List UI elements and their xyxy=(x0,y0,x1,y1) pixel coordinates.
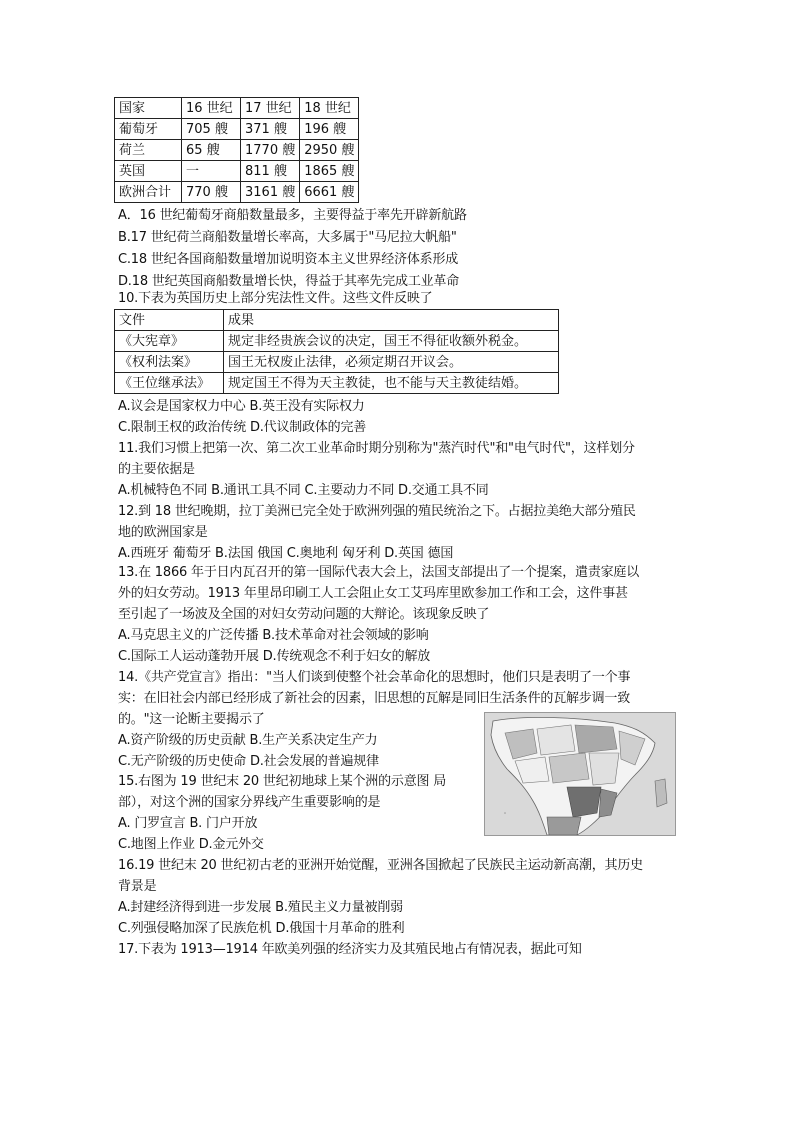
text-line: A.马克思主义的广泛传播 B.技术革命对社会领域的影响 xyxy=(118,628,429,643)
table-header-cell: 16 世纪 xyxy=(182,98,241,119)
text-line: C.国际工人运动蓬勃开展 D.传统观念不利于妇女的解放 xyxy=(118,649,431,664)
table-cell: 811 艘 xyxy=(241,161,300,182)
table-cell: 65 艘 xyxy=(182,140,241,161)
text-line: 12.到 18 世纪晚期，拉丁美洲已完全处于欧洲列强的殖民统治之下。占据拉美绝大部分殖民 xyxy=(118,504,636,519)
table-cell: 规定非经贵族会议的决定，国王不得征收额外税金。 xyxy=(224,331,559,352)
table-cell: 《权利法案》 xyxy=(115,352,224,373)
text-line: A. 门罗宣言 B. 门户开放 xyxy=(118,816,258,831)
text-line: 地的欧洲国家是 xyxy=(118,525,208,540)
table-cell: 770 艘 xyxy=(182,182,241,203)
table-header-row xyxy=(115,310,559,331)
q9-option-a: A．16 世纪葡萄牙商船数量最多，主要得益于率先开辟新航路 xyxy=(118,208,467,223)
table-header-cell: 国家 xyxy=(115,98,182,119)
table-row xyxy=(115,161,359,182)
table-row xyxy=(115,119,359,140)
text-line: A.封建经济得到进一步发展 B.殖民主义力量被削弱 xyxy=(118,900,403,915)
text-line: 13.在 1866 年于日内瓦召开的第一国际代表大会上，法国支部提出了一个提案，遣责家庭以 xyxy=(118,565,640,580)
table-cell: 6661 艘 xyxy=(300,182,359,203)
table-cell: 国王无权废止法律，必须定期召开议会。 xyxy=(224,352,559,373)
table-header-cell: 成果 xyxy=(224,310,559,331)
table-cell: 《王位继承法》 xyxy=(115,373,224,394)
table-header-cell: 文件 xyxy=(115,310,224,331)
table-header-cell: 18 世纪 xyxy=(300,98,359,119)
table-cell: 一 xyxy=(182,161,241,182)
table-cell: 荷兰 xyxy=(115,140,182,161)
text-line: 背景是 xyxy=(118,879,157,894)
text-line: C.列强侵略加深了民族危机 D.俄国十月革命的胜利 xyxy=(118,921,405,936)
table-cell: 196 艘 xyxy=(300,119,359,140)
table-row xyxy=(115,140,359,161)
text-line: C.限制王权的政治传统 D.代议制政体的完善 xyxy=(118,420,367,435)
text-line: A.资产阶级的历史贡献 B.生产关系决定生产力 xyxy=(118,733,378,748)
text-line: 部），对这个洲的国家分界线产生重要影响的是 xyxy=(118,795,381,810)
africa-colonial-map xyxy=(484,712,676,836)
q9-option-b: B.17 世纪荷兰商船数量增长率高，大多属于"马尼拉大帆船" xyxy=(118,230,457,245)
table-cell: 3161 艘 xyxy=(241,182,300,203)
table-row xyxy=(115,182,359,203)
table-row xyxy=(115,352,559,373)
text-line: 至引起了一场波及全国的对妇女劳动问题的大辩论。该现象反映了 xyxy=(118,607,490,622)
q9-option-c: C.18 世纪各国商船数量增加说明资本主义世界经济体系形成 xyxy=(118,252,459,267)
table-header-cell: 17 世纪 xyxy=(241,98,300,119)
text-line: 实：在旧社会内部已经形成了新社会的因素，旧思想的瓦解是同旧生活条件的瓦解步调一致 xyxy=(118,691,631,706)
table-cell: 2950 艘 xyxy=(300,140,359,161)
table-cell: 1865 艘 xyxy=(300,161,359,182)
text-line: 的。"这一论断主要揭示了 xyxy=(118,712,265,727)
text-line: A.机械特色不同 B.通讯工具不同 C.主要动力不同 D.交通工具不同 xyxy=(118,483,489,498)
africa-map-image xyxy=(485,713,675,835)
table-cell: 葡萄牙 xyxy=(115,119,182,140)
table-cell: 1770 艘 xyxy=(241,140,300,161)
table-cell: 371 艘 xyxy=(241,119,300,140)
text-line: 外的妇女劳动。1913 年里昂印刷工人工会阻止女工艾玛库里欧参加工作和工会，这件事甚 xyxy=(118,586,628,601)
text-line: C.地图上作业 D.金元外交 xyxy=(118,837,264,852)
text-line: 17.下表为 1913—1914 年欧美列强的经济实力及其殖民地占有情况表，据此可知 xyxy=(118,942,582,957)
table-header-row xyxy=(115,98,359,119)
text-line: A.议会是国家权力中心 B.英王没有实际权力 xyxy=(118,399,365,414)
table-cell: 705 艘 xyxy=(182,119,241,140)
q10-stem: 10.下表为英国历史上部分宪法性文件。这些文件反映了 xyxy=(118,291,433,306)
constitutional-documents-table xyxy=(114,309,559,394)
text-line: 11.我们习惯上把第一次、第二次工业革命时期分别称为"蒸汽时代"和"电气时代"，这样划分 xyxy=(118,441,635,456)
table-cell: 《大宪章》 xyxy=(115,331,224,352)
table-cell: 规定国王不得为天主教徒，也不能与天主教徒结婚。 xyxy=(224,373,559,394)
text-line: 16.19 世纪末 20 世纪初古老的亚洲开始觉醒，亚洲各国掀起了民族民主运动新高潮，其历史 xyxy=(118,858,643,873)
text-line: A.西班牙 葡萄牙 B.法国 俄国 C.奥地利 匈牙利 D.英国 德国 xyxy=(118,546,454,561)
text-line: 15.右图为 19 世纪末 20 世纪初地球上某个洲的示意图 局 xyxy=(118,774,447,789)
table-row xyxy=(115,373,559,394)
table-row xyxy=(115,331,559,352)
table-cell: 英国 xyxy=(115,161,182,182)
table-cell: 欧洲合计 xyxy=(115,182,182,203)
text-line: 的主要依据是 xyxy=(118,462,195,477)
q9-option-d: D.18 世纪英国商船数量增长快，得益于其率先完成工业革命 xyxy=(118,274,460,289)
text-line: C.无产阶级的历史使命 D.社会发展的普遍规律 xyxy=(118,754,379,769)
merchant-ships-table xyxy=(114,97,359,203)
text-line: 14.《共产党宣言》指出："当人们谈到使整个社会革命化的思想时，他们只是表明了一个事 xyxy=(118,670,631,685)
